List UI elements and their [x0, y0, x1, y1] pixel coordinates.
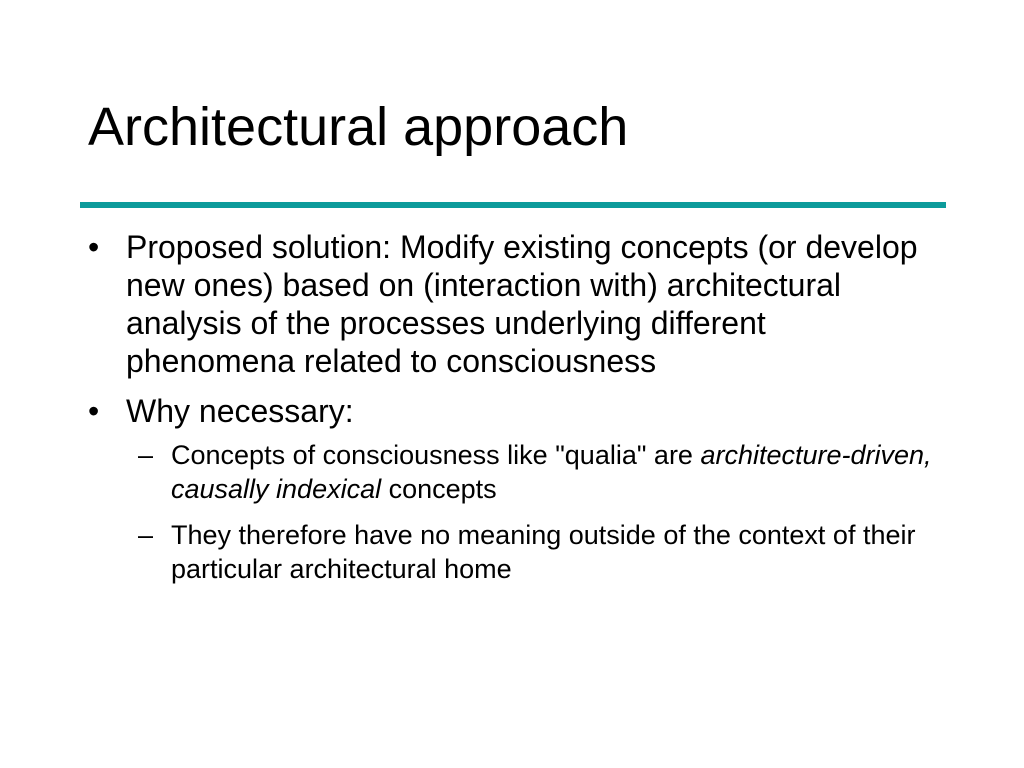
sub-bullet-emphasis: architecture-driven, causally indexical — [171, 440, 932, 504]
sub-bullet-text-after: concepts — [381, 474, 497, 504]
sub-bullet-marker: – — [138, 520, 154, 550]
slide-content — [88, 228, 938, 598]
sub-bullet-marker: – — [138, 440, 154, 470]
bullet-text: Why necessary: — [126, 393, 354, 429]
sub-bullet-text: They therefore have no meaning outside of the context of their particular architectural home — [171, 520, 916, 584]
sub-bullet-qualia — [126, 438, 938, 506]
slide-title: Architectural approach — [88, 97, 629, 157]
sub-bullet-meaning — [126, 518, 938, 586]
title-divider — [80, 202, 946, 208]
bullet-proposed-solution — [88, 228, 938, 380]
sub-bullet-list — [126, 438, 938, 586]
bullet-why-necessary — [88, 392, 938, 586]
bullet-marker: • — [88, 393, 100, 429]
bullet-marker: • — [88, 229, 100, 265]
sub-bullet-text-before: Concepts of consciousness like "qualia" are — [171, 440, 701, 470]
bullet-text: Proposed solution: Modify existing concepts (or develop new ones) based on (interaction with) architectural analysis of the processes underlying different phenomena related to consciousness — [126, 229, 918, 379]
